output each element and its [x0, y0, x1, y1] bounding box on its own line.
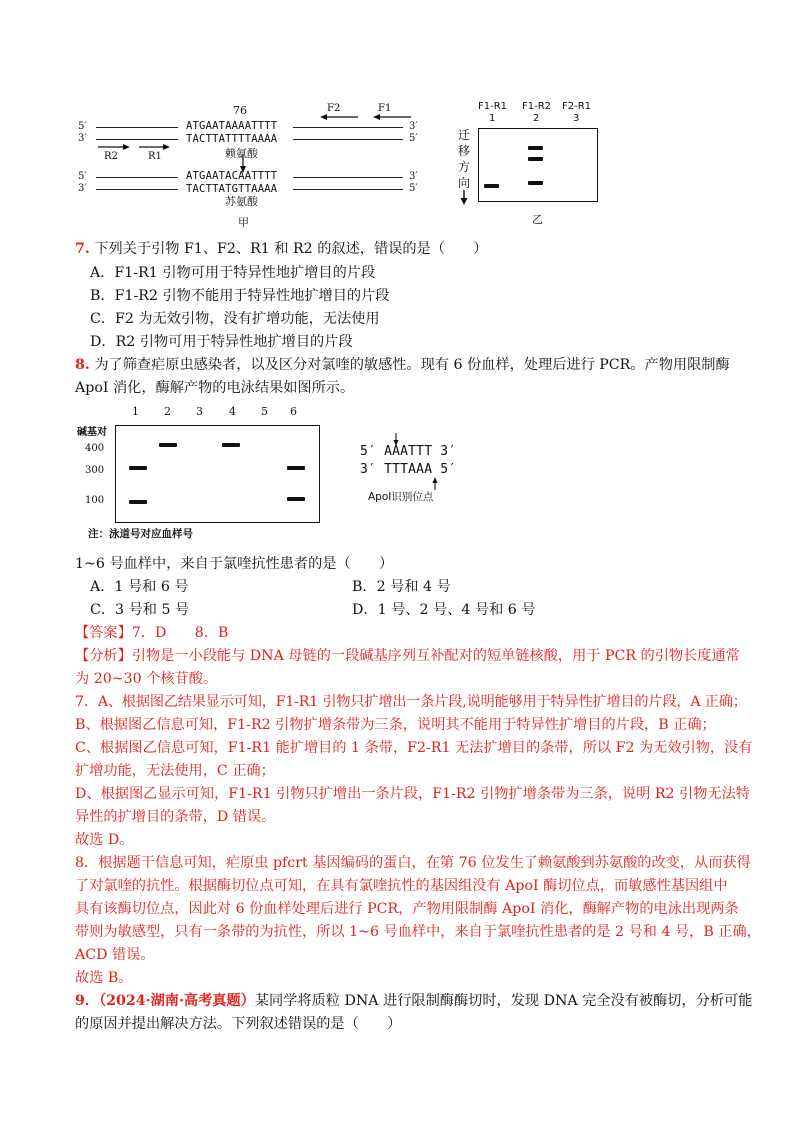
- primer-r1-label: R1: [148, 151, 162, 162]
- sequence-top-2: ATGAATACAATTTT: [186, 170, 278, 182]
- gel-lane-label: 2: [164, 405, 171, 418]
- dna-strand: [96, 127, 178, 128]
- gel-box-yi: [478, 128, 598, 202]
- position-76-label: 76: [233, 104, 247, 117]
- q7-option-d: D．R2 引物可用于特异性地扩增目的片段: [90, 334, 353, 350]
- gel-band: [129, 500, 147, 504]
- analysis-line: 具有该酶切位点，因此对 6 份血样处理后进行 PCR，产物用限制酶 ApoI 消化，酶解产物的电泳出现两条: [75, 901, 739, 917]
- analysis-line: 了对氯喹的抗性。根据酶切位点可知，在具有氯喹抗性的基因组没有 ApoI 酶切位点，而敏感性基因组中: [75, 878, 728, 894]
- lane-header-f1r2: F1-R2: [522, 101, 552, 112]
- q8-option-a: A．1 号和 6 号: [90, 579, 189, 595]
- sequence-top-1: ATGAATAAAATTTT: [186, 120, 278, 132]
- three-prime-label: 3′: [409, 121, 418, 132]
- dna-strand: [293, 139, 403, 140]
- forward-primer-arrows: [318, 112, 418, 122]
- migration-label-char: 方: [458, 160, 471, 174]
- migration-label-char: 向: [458, 176, 471, 190]
- q7-option-b: B．F1-R2 引物不能用于特异性地扩增目的片段: [90, 288, 390, 304]
- migration-down-arrow-icon: [459, 190, 469, 206]
- five-prime-label: 5′: [78, 171, 87, 182]
- analysis-line: 异性的扩增目的条带，D 错误。: [75, 809, 276, 825]
- dna-strand: [293, 127, 403, 128]
- amino-acid-threonine: 苏氨酸: [225, 195, 258, 208]
- gel-lane-label: 3: [196, 405, 203, 418]
- analysis-line: D、根据图乙显示可知，F1-R1 引物只扩增出一条片段，F1-R2 引物扩增条带为三条，说明 R2 引物无法特: [75, 786, 750, 802]
- gel-band: [222, 443, 240, 447]
- answer-line: [75, 622, 228, 644]
- gel-band: [159, 443, 177, 447]
- three-prime-label: 3′: [78, 183, 87, 194]
- gel-box: [115, 425, 320, 523]
- migration-label-char: 移: [458, 144, 471, 158]
- sequence-bottom-2: TACTTATGTTAAAA: [186, 183, 278, 195]
- analysis-line: 7．A、根据图乙结果显示可知，F1-R1 引物只扩增出一条片段,说明能够用于特异性扩增目的片段，A 正确；: [75, 694, 747, 710]
- analysis-line-1: [75, 645, 740, 667]
- gel-ytick-400: 400: [85, 443, 105, 454]
- lane-number: 1: [489, 113, 496, 124]
- gel-band: [528, 157, 543, 161]
- analysis-line: B、根据图乙信息可知，F1-R2 引物扩增条带为三条，说明其不能用于特异性扩增目的片段，B 正确；: [75, 717, 716, 733]
- q8-question: 1~6 号血样中，来自于氯喹抗性患者的是（ ）: [75, 556, 394, 572]
- gel-lane-label: 1: [132, 405, 139, 418]
- q9-source: （2024·湖南·高考真题）: [99, 993, 255, 1009]
- cut-site-up-arrow-icon: [431, 476, 439, 490]
- figure-caption-jia: 甲: [238, 216, 249, 229]
- q7-option-a: A．F1-R1 引物可用于特异性地扩增目的片段: [90, 265, 376, 281]
- lane-number: 2: [533, 113, 540, 124]
- lane-header-f2r1: F2-R1: [562, 101, 592, 112]
- primer-f2-label: F2: [327, 103, 341, 114]
- gel-ytick-300: 300: [85, 465, 105, 476]
- gel-band: [528, 146, 543, 150]
- five-prime-label: 5′: [409, 183, 418, 194]
- gel-y-axis-label: 碱基对: [77, 427, 107, 438]
- analysis-line: 故选 B。: [75, 970, 133, 986]
- three-prime-label: 3′: [78, 133, 87, 144]
- gel-ytick-100: 100: [85, 495, 105, 506]
- arrow-left-icon: [373, 114, 380, 120]
- q8-option-b: B．2 号和 4 号: [352, 579, 451, 595]
- apoi-site-label: ApoI识别位点: [368, 491, 434, 503]
- three-prime-label: 3′: [409, 171, 418, 182]
- answer-text: 7．D 8．B: [131, 625, 229, 641]
- gel-lane-label: 5: [261, 405, 268, 418]
- gel-band: [287, 497, 305, 501]
- analysis-line: 带则为敏感型，只有一条带的为抗性，所以 1~6 号血样中，来自于氯喹抗性患者的是 2 号和 4 号，B 正确，: [75, 924, 761, 940]
- five-prime-label: 5′: [78, 121, 87, 132]
- answer-label: 【答案】: [75, 625, 132, 641]
- analysis-text: 引物是一小段能与 DNA 母链的一段碱基序列互补配对的短单链核酸，用于 PCR 的引物长度通常: [131, 648, 740, 664]
- arrow-right-icon: [163, 144, 170, 150]
- analysis-line: 为 20~30 个核苷酸。: [75, 671, 218, 687]
- analysis-line: 8．根据题干信息可知，疟原虫 pfcrt 基因编码的蛋白，在第 76 位发生了赖氨酸到苏氨酸的改变，从而获得: [75, 855, 751, 871]
- arrow-left-icon: [320, 114, 327, 120]
- analysis-line: ACD 错误。: [75, 947, 155, 963]
- q7-number: 7.: [75, 241, 90, 257]
- apoi-site-top-strand: 5′ AAATTT 3′: [360, 444, 457, 459]
- q8-option-c: C．3 号和 5 号: [90, 602, 190, 618]
- lane-number: 3: [573, 113, 580, 124]
- apoi-site-bottom-strand: 3′ TTTAAA 5′: [360, 462, 457, 477]
- q8-stem-text: 为了筛查疟原虫感染者，以及区分对氯喹的敏感性。现有 6 份血样，处理后进行 PCR。产物用限制酶: [94, 357, 730, 373]
- q8-stem-line1: [75, 354, 730, 376]
- primer-r2-label: R2: [104, 151, 118, 162]
- dna-strand: [293, 189, 403, 190]
- q9-stem-text: 某同学将质粒 DNA 进行限制酶酶切时，发现 DNA 完全没有被酶切，分析可能: [254, 993, 753, 1009]
- q8-number: 8.: [75, 357, 90, 373]
- gel-note: 注：泳道号对应血样号: [88, 528, 193, 540]
- q8-option-d: D．1 号、2 号、4 号和 6 号: [352, 602, 536, 618]
- amino-acid-lysine: 赖氨酸: [225, 147, 258, 160]
- dna-strand: [293, 177, 403, 178]
- sequence-bottom-1: TACTTATTTTAAAA: [186, 133, 278, 145]
- migration-label-char: 迁: [458, 128, 471, 142]
- figure-caption-yi: 乙: [532, 213, 543, 226]
- gel-band: [528, 181, 543, 185]
- dna-strand: [96, 189, 178, 190]
- gel-band: [287, 466, 305, 470]
- q9-stem-line2: 的原因并提出解决方法。下列叙述错误的是（ ）: [75, 1016, 402, 1032]
- gel-band: [129, 466, 147, 470]
- dna-strand: [96, 177, 178, 178]
- q9-stem-line1: [75, 990, 752, 1012]
- gel-band: [484, 184, 499, 188]
- gel-lane-label: 6: [290, 405, 297, 418]
- q8-stem-line2: ApoI 消化，酶解产物的电泳结果如图所示。: [75, 380, 355, 396]
- dna-strand: [96, 139, 178, 140]
- q9-number: 9．: [75, 993, 100, 1009]
- q7-stem-text: 下列关于引物 F1、F2、R1 和 R2 的叙述，错误的是（ ）: [94, 241, 488, 257]
- lane-header-f1r1: F1-R1: [478, 101, 508, 112]
- analysis-line: 故选 D。: [75, 832, 134, 848]
- q7-option-c: C．F2 为无效引物，没有扩增功能，无法使用: [90, 311, 380, 327]
- q7-stem: [75, 238, 487, 260]
- analysis-line: C、根据图乙信息可知，F1-R1 能扩增目的 1 条带，F2-R1 无法扩增目的条带，所以 F2 为无效引物，没有: [75, 740, 753, 756]
- primer-f1-label: F1: [378, 103, 392, 114]
- analysis-label: 【分析】: [75, 648, 132, 664]
- five-prime-label: 5′: [409, 133, 418, 144]
- gel-lane-label: 4: [229, 405, 236, 418]
- arrow-right-icon: [123, 144, 130, 150]
- analysis-line: 扩增功能，无法使用，C 正确；: [75, 763, 275, 779]
